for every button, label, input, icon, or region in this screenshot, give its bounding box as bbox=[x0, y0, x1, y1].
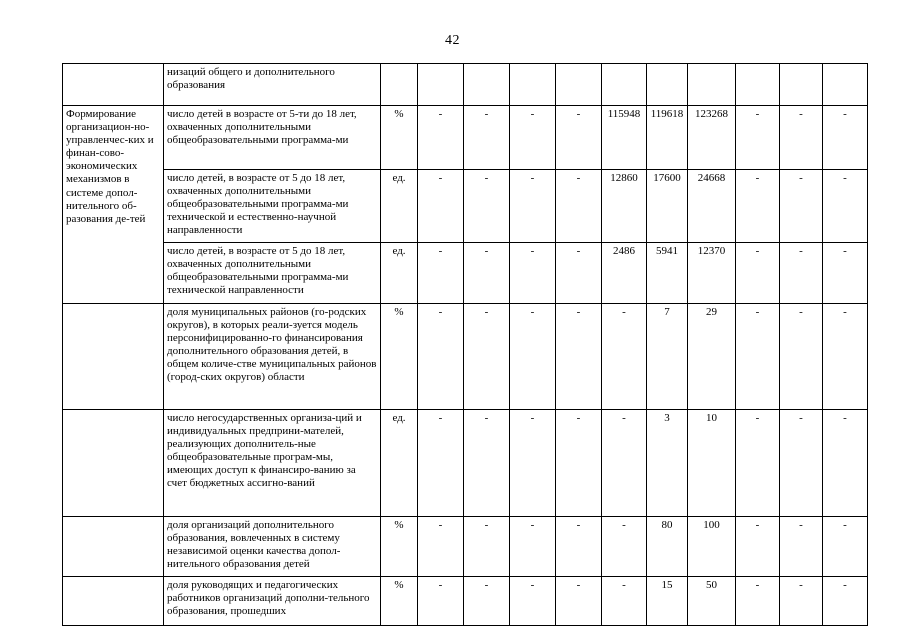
value-cell: - bbox=[418, 106, 464, 170]
value-cell: 3 bbox=[647, 410, 688, 517]
unit-cell: ед. bbox=[381, 170, 418, 243]
value-cell: - bbox=[823, 410, 868, 517]
value-cell bbox=[736, 64, 780, 106]
value-cell: - bbox=[602, 517, 647, 577]
indicator-cell: низаций общего и дополнительного образования bbox=[164, 64, 381, 106]
value-cell: - bbox=[780, 304, 823, 410]
value-cell: - bbox=[780, 243, 823, 304]
table-row bbox=[63, 243, 868, 304]
value-cell bbox=[602, 64, 647, 106]
value-cell: - bbox=[556, 243, 602, 304]
indicator-cell: доля руководящих и педагогических работников организаций дополни-тельного образования, прошедших bbox=[164, 577, 381, 626]
unit-cell: % bbox=[381, 304, 418, 410]
value-cell: 12860 bbox=[602, 170, 647, 243]
value-cell bbox=[647, 64, 688, 106]
goal-cell-empty bbox=[63, 410, 164, 517]
value-cell: - bbox=[510, 577, 556, 626]
goal-cell-empty bbox=[63, 517, 164, 577]
goal-cell bbox=[63, 64, 164, 106]
value-cell: 115948 bbox=[602, 106, 647, 170]
unit-cell: % bbox=[381, 517, 418, 577]
value-cell: - bbox=[418, 410, 464, 517]
value-cell bbox=[510, 64, 556, 106]
value-cell: - bbox=[736, 577, 780, 626]
value-cell bbox=[780, 64, 823, 106]
value-cell bbox=[464, 64, 510, 106]
indicator-cell: число детей в возрасте от 5-ти до 18 лет, охваченных дополнительными общеобразовательными программа-ми bbox=[164, 106, 381, 170]
indicator-cell: доля муниципальных районов (го-родских округов), в которых реали-зуется модель персонифицированно-го финансирования дополнительного образования детей, в общем количе-стве муниципальных районов (город-ских округов) области bbox=[164, 304, 381, 410]
table-row bbox=[63, 106, 868, 170]
value-cell: 119618 bbox=[647, 106, 688, 170]
value-cell: - bbox=[823, 106, 868, 170]
value-cell: - bbox=[736, 106, 780, 170]
value-cell: - bbox=[780, 410, 823, 517]
value-cell: - bbox=[556, 517, 602, 577]
value-cell: 7 bbox=[647, 304, 688, 410]
value-cell: - bbox=[464, 577, 510, 626]
value-cell: 24668 bbox=[688, 170, 736, 243]
value-cell: - bbox=[510, 106, 556, 170]
table-row bbox=[63, 517, 868, 577]
value-cell: - bbox=[780, 106, 823, 170]
unit-cell: ед. bbox=[381, 243, 418, 304]
value-cell: - bbox=[418, 304, 464, 410]
value-cell bbox=[823, 64, 868, 106]
value-cell: - bbox=[418, 170, 464, 243]
value-cell: 50 bbox=[688, 577, 736, 626]
value-cell: - bbox=[736, 243, 780, 304]
indicator-cell: доля организаций дополнительного образования, вовлеченных в систему независимой оценки качества допол-нительного образования детей bbox=[164, 517, 381, 577]
value-cell: - bbox=[510, 517, 556, 577]
table-row bbox=[63, 170, 868, 243]
value-cell: 2486 bbox=[602, 243, 647, 304]
value-cell: 5941 bbox=[647, 243, 688, 304]
value-cell: - bbox=[556, 410, 602, 517]
value-cell: - bbox=[602, 304, 647, 410]
value-cell: - bbox=[736, 304, 780, 410]
value-cell: - bbox=[602, 577, 647, 626]
value-cell: 17600 bbox=[647, 170, 688, 243]
value-cell: - bbox=[736, 517, 780, 577]
value-cell bbox=[418, 64, 464, 106]
value-cell: - bbox=[464, 243, 510, 304]
goal-cell: Формирование организацион-но-управленчес-ких и финан-сово-экономических механизмов в системе допол-нительного об-разования де-тей bbox=[63, 106, 164, 304]
value-cell: - bbox=[556, 170, 602, 243]
value-cell: - bbox=[823, 577, 868, 626]
table-row bbox=[63, 577, 868, 626]
unit-cell: ед. bbox=[381, 410, 418, 517]
value-cell bbox=[556, 64, 602, 106]
value-cell: - bbox=[780, 517, 823, 577]
table-row bbox=[63, 304, 868, 410]
goal-cell-empty bbox=[63, 577, 164, 626]
table-row bbox=[63, 410, 868, 517]
value-cell: - bbox=[823, 517, 868, 577]
value-cell: - bbox=[556, 106, 602, 170]
indicator-cell: число детей, в возрасте от 5 до 18 лет, охваченных дополнительными общеобразовательными программа-ми технической направленности bbox=[164, 243, 381, 304]
value-cell: - bbox=[602, 410, 647, 517]
page-number: 42 bbox=[445, 33, 460, 48]
value-cell: - bbox=[736, 170, 780, 243]
value-cell: - bbox=[464, 106, 510, 170]
indicator-cell: число детей, в возрасте от 5 до 18 лет, охваченных дополнительными общеобразовательными программа-ми технической и естественно-научной направленности bbox=[164, 170, 381, 243]
value-cell: - bbox=[464, 517, 510, 577]
value-cell: - bbox=[736, 410, 780, 517]
value-cell: - bbox=[556, 304, 602, 410]
value-cell: - bbox=[556, 577, 602, 626]
value-cell: - bbox=[780, 170, 823, 243]
value-cell: - bbox=[780, 577, 823, 626]
value-cell: - bbox=[823, 304, 868, 410]
document-sheet bbox=[62, 63, 867, 625]
value-cell: 10 bbox=[688, 410, 736, 517]
value-cell: 100 bbox=[688, 517, 736, 577]
value-cell: - bbox=[418, 243, 464, 304]
unit-cell: % bbox=[381, 106, 418, 170]
value-cell bbox=[688, 64, 736, 106]
unit-cell: % bbox=[381, 577, 418, 626]
value-cell: - bbox=[510, 243, 556, 304]
value-cell: - bbox=[510, 410, 556, 517]
indicator-cell: число негосударственных организа-ций и индивидуальных предприни-мателей, реализующих дополнитель-ные общеобразовательные програм-мы, имеющих доступ к финансиро-ванию за счет бюджетных ассигно-ваний bbox=[164, 410, 381, 517]
value-cell: 15 bbox=[647, 577, 688, 626]
value-cell: - bbox=[464, 170, 510, 243]
value-cell: - bbox=[464, 304, 510, 410]
value-cell: 123268 bbox=[688, 106, 736, 170]
value-cell: 12370 bbox=[688, 243, 736, 304]
value-cell: 80 bbox=[647, 517, 688, 577]
value-cell: 29 bbox=[688, 304, 736, 410]
value-cell: - bbox=[510, 170, 556, 243]
value-cell: - bbox=[418, 517, 464, 577]
value-cell: - bbox=[823, 170, 868, 243]
table-row bbox=[63, 64, 868, 106]
value-cell: - bbox=[464, 410, 510, 517]
goal-cell-empty bbox=[63, 304, 164, 410]
value-cell: - bbox=[823, 243, 868, 304]
indicators-table bbox=[62, 63, 868, 626]
value-cell: - bbox=[510, 304, 556, 410]
value-cell: - bbox=[418, 577, 464, 626]
unit-cell bbox=[381, 64, 418, 106]
